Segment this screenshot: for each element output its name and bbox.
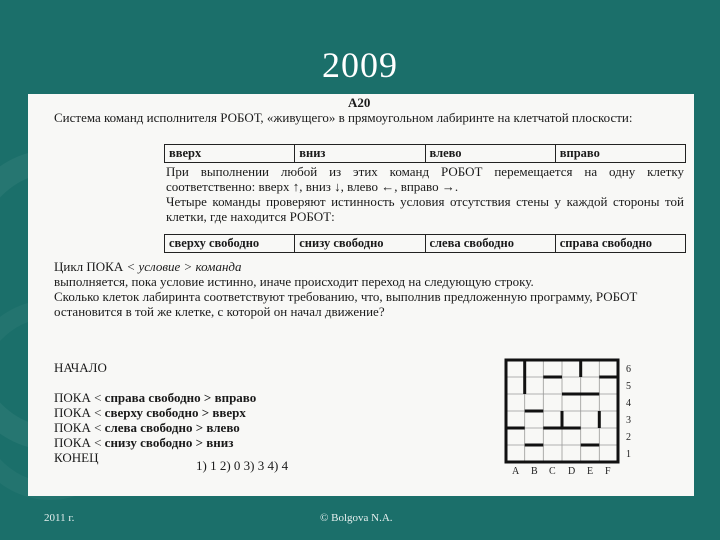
question-text: Сколько клеток лабиринта соответствуют требованию, что, выполнив предложенную программу, РОБОТ остановится в той же клетке, с которой он начал движение? [54, 289, 638, 319]
maze-col-label: B [531, 466, 538, 477]
maze-col-label: E [587, 466, 594, 477]
check-text: Четыре команды проверяют истинность условия отсутствия стены у каждой стороны той клетки, где находится РОБОТ: [166, 194, 684, 224]
maze-row-label: 3 [626, 415, 631, 426]
maze-svg [502, 356, 662, 478]
task-number: A20 [348, 95, 371, 110]
task-sheet [28, 94, 694, 496]
program-line: НАЧАЛО [54, 360, 107, 375]
maze-col-label: C [549, 466, 556, 477]
program-line: ПОКА < справа свободно > вправо [54, 390, 257, 405]
check-right: справа свободно [555, 235, 685, 253]
program-line: ПОКА < сверху свободно > вверх [54, 405, 246, 420]
footer-author: © Bolgova N.A. [320, 512, 393, 524]
program-line: ПОКА < снизу свободно > вниз [54, 435, 234, 450]
loop-description [54, 259, 684, 319]
check-top: сверху свободно [165, 235, 295, 253]
loop-syntax-italic: < условие > команда [126, 259, 242, 274]
program-line [54, 375, 354, 390]
loop-syntax [54, 259, 684, 274]
cmd-down: вниз [295, 145, 425, 163]
command-description [166, 164, 684, 224]
cmd-left: влево [425, 145, 555, 163]
move-text: При выполнении любой из этих команд РОБОТ перемещается на одну клетку соответственно: вверх ↑, вниз ↓, влево ←, вправо →. [166, 164, 684, 194]
maze-col-label: A [512, 466, 520, 477]
cmd-up: вверх [165, 145, 295, 163]
move-commands-table [164, 144, 686, 163]
loop-prefix: Цикл ПОКА [54, 259, 127, 274]
maze-col-label: D [568, 466, 576, 477]
program-line: КОНЕЦ [54, 450, 99, 465]
maze-row-label: 4 [626, 398, 631, 409]
maze-col-label: F [605, 466, 611, 477]
slide-title: 2009 [322, 45, 398, 85]
task-intro: Система команд исполнителя РОБОТ, «живущего» в прямоугольном лабиринте на клетчатой плоскости: [54, 110, 633, 125]
loop-explanation: выполняется, пока условие истинно, иначе происходит переход на следующую строку. [54, 274, 534, 289]
check-bottom: снизу свободно [295, 235, 425, 253]
maze-figure [502, 356, 662, 478]
cmd-right: вправо [555, 145, 685, 163]
maze-row-label: 6 [626, 364, 631, 375]
program-line: ПОКА < слева свободно > влево [54, 420, 240, 435]
maze-row-label: 5 [626, 381, 631, 392]
maze-row-label: 1 [626, 449, 631, 460]
maze-row-label: 2 [626, 432, 631, 443]
program-listing [54, 360, 354, 465]
check-commands-table [164, 234, 686, 253]
footer-date: 2011 г. [44, 512, 75, 524]
check-left: слева свободно [425, 235, 555, 253]
answer-options: 1) 1 2) 0 3) 3 4) 4 [196, 458, 289, 473]
